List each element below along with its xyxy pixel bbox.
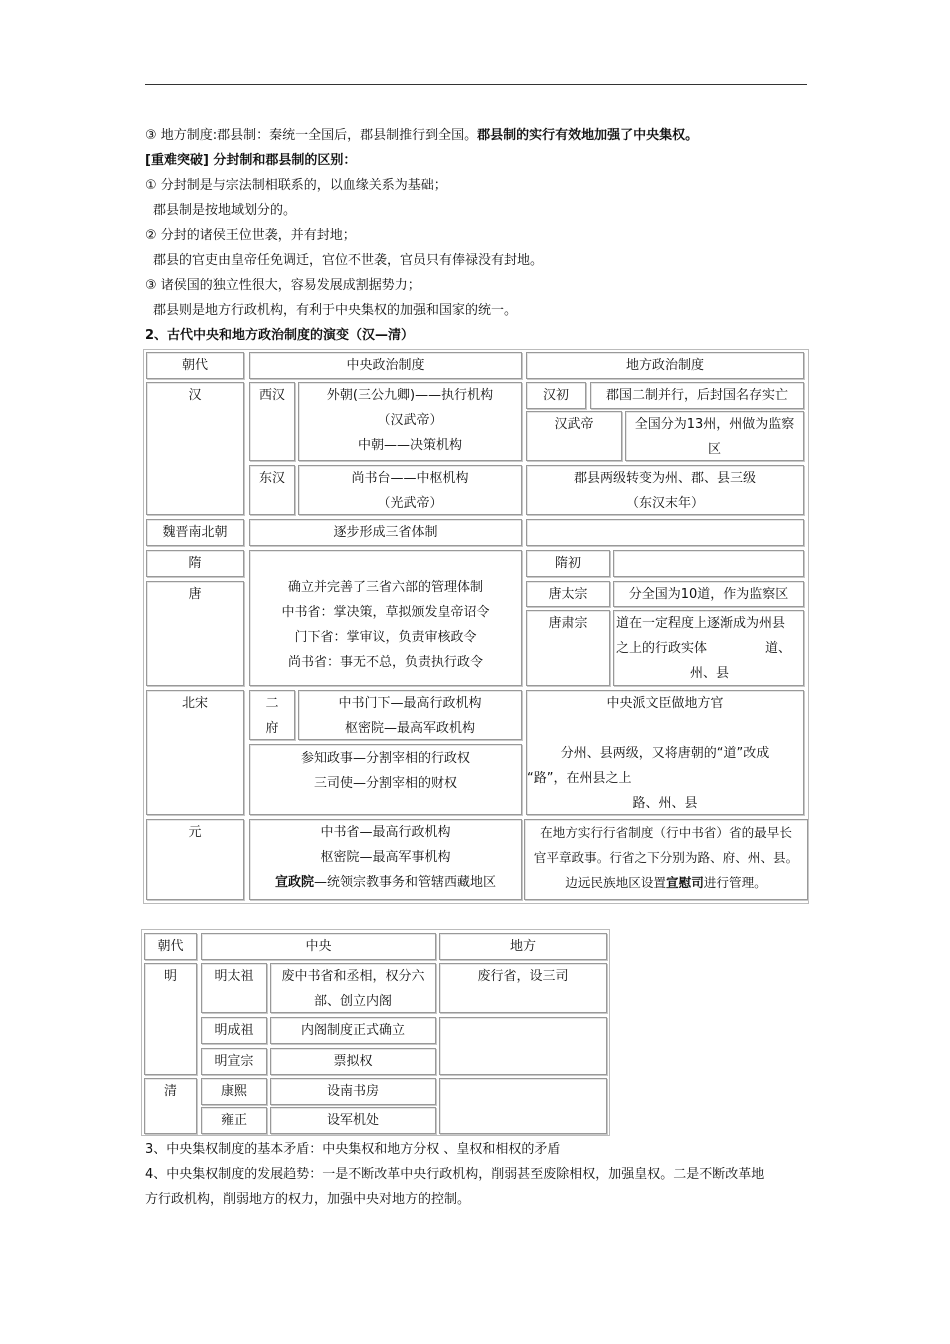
- ming-xuanzong-central: 票拟权: [270, 1048, 436, 1075]
- yuan-central: [249, 819, 522, 900]
- frontier-text-end: 进行管理。: [703, 875, 767, 890]
- shumiyuan-text: 枢密院—最高军政机构: [344, 721, 475, 736]
- eastern-han-local: [526, 465, 804, 515]
- zhongshu-menxia-text: 中书门下—最高行政机构: [338, 696, 482, 711]
- t2-header-dynasty: 朝代: [144, 933, 197, 960]
- section-2-heading: 2、古代中央和地方政治制度的演变（汉—清）: [145, 328, 415, 343]
- local-system-emphasis: 郡县制的实行有效地加强了中央集权。: [477, 128, 699, 143]
- section-3: 3、中央集权制度的基本矛盾：中央集权和地方分权 、皇权和相权的矛盾: [145, 1142, 561, 1157]
- sansishi-text: 三司使—分割宰相的财权: [313, 776, 457, 791]
- thirteen-provinces-text-2: 区: [707, 442, 721, 457]
- dao-to-lu-text: 分州、县两级，又将唐朝的“道”改成: [560, 746, 770, 761]
- circuits-text: 道在一定程度上逐渐成为州县: [616, 616, 786, 631]
- pingzhang-text: 官平章政事。行省之下分别为路、府、州、县。: [533, 850, 799, 865]
- ming-taizu-central: [270, 963, 436, 1013]
- outer-court-text: 外朝(三公九卿)——执行机构: [326, 388, 494, 403]
- frontier-text: 边远民族地区设置: [565, 875, 666, 890]
- eastern-han: 东汉: [249, 465, 295, 515]
- dynasty-qing: 清: [144, 1078, 197, 1134]
- thirteen-provinces-text: 全国分为13州，州做为监察: [634, 417, 795, 432]
- dynasty-tang: 唐: [146, 581, 244, 686]
- local-system-text: ③ 地方制度:郡县制：秦统一全国后，郡县制推行到全国。: [145, 128, 478, 143]
- ming-chengzu-central: 内阁制度正式确立: [270, 1017, 436, 1044]
- tang-central: [249, 550, 522, 686]
- zhongshu-text: 中书省：掌决策，草拟颁发皇帝诏令: [281, 605, 490, 620]
- yuan-shumiyuan-text: 枢密院—最高军事机构: [320, 850, 451, 865]
- early-han: 汉初: [526, 382, 586, 409]
- qing-yongzheng: 雍正: [201, 1107, 267, 1134]
- tang-suzong-local: [613, 610, 804, 686]
- local-system-line: [145, 126, 698, 146]
- two-bureaus: [249, 690, 295, 740]
- ming-chengzu: 明成祖: [201, 1017, 267, 1044]
- eastern-han-central: [298, 465, 522, 515]
- han-wudi-note: （汉武帝）: [377, 413, 443, 428]
- ming-xuanzong: 明宣宗: [201, 1048, 267, 1075]
- dynasty-sui: 隋: [146, 550, 244, 577]
- han-wudi: 汉武帝: [526, 411, 622, 461]
- ming-later-local: [439, 1017, 607, 1075]
- shangshutai-text: 尚书台——中枢机构: [351, 471, 469, 486]
- yuan-zhongshu-text: 中书省—最高行政机构: [320, 825, 451, 840]
- inner-court-text: 中朝——决策机构: [357, 438, 462, 453]
- northern-song-local: [526, 690, 804, 815]
- two-bureaus-char-2: 府: [265, 721, 279, 736]
- dynasty-han: 汉: [146, 382, 244, 515]
- t1-header-local: 地方政治制度: [526, 352, 804, 379]
- early-sui-local: [613, 550, 804, 577]
- t2-header-local: 地方: [439, 933, 607, 960]
- tang-taizong: 唐太宗: [526, 581, 610, 607]
- point-3: ③ 诸侯国的独立性很大，容易发展成割据势力；: [145, 278, 421, 293]
- t1-header-dynasty: 朝代: [146, 352, 244, 379]
- lu-zhou-xian-text: 路、州、县: [632, 796, 698, 811]
- grand-secretariat-text: 部、创立内阁: [313, 994, 392, 1009]
- point-1: ① 分封制是与宗法制相联系的，以血缘关系为基础；: [145, 178, 447, 193]
- weijin-local: [526, 519, 804, 546]
- early-han-local: 郡国二制并行，后封国名存实亡: [590, 382, 804, 409]
- tang-taizong-local: 分全国为10道，作为监察区: [613, 581, 804, 607]
- point-1b: 郡县制是按地域划分的。: [153, 203, 297, 218]
- dynasty-ming: 明: [144, 963, 197, 1075]
- point-2b: 郡县的官吏由皇帝任免调迁，官位不世袭，官员只有俸禄没有封地。: [153, 253, 544, 268]
- tang-suzong: 唐肃宗: [526, 610, 610, 686]
- xuanweisi-label: 宣慰司: [666, 875, 704, 890]
- dynasty-yuan: 元: [146, 819, 244, 900]
- han-wudi-local: [625, 411, 804, 461]
- section-4: 4、中央集权制度的发展趋势：一是不断改革中央行政机构，削弱甚至废除相权，加强皇权。二是不断改革地: [145, 1167, 765, 1182]
- prefecture-county-text: 州、县: [689, 666, 729, 681]
- early-sui: 隋初: [526, 550, 610, 577]
- three-departments-text: 确立并完善了三省六部的管理体制: [287, 580, 483, 595]
- province-system-text: 在地方实行行省制度（行中书省）省的最早长: [540, 825, 792, 840]
- xuanzhengyuan-label: 宣政院: [274, 875, 314, 890]
- guangwudi-note: （光武帝）: [377, 496, 443, 511]
- qing-yongzheng-central: 设军机处: [270, 1107, 436, 1134]
- qing-kangxi: 康熙: [201, 1078, 267, 1105]
- two-bureaus-char-1: 二: [265, 696, 279, 711]
- yuan-local: [524, 819, 808, 900]
- two-bureaus-detail: [298, 690, 522, 740]
- header-rule: [145, 84, 807, 85]
- lu-above-text: “路”，在州县之上: [527, 771, 632, 786]
- circuits-text-2: 之上的行政实体: [616, 641, 708, 656]
- qing-kangxi-central: 设南书房: [270, 1078, 436, 1105]
- point-3b: 郡县则是地方行政机构，有利于中央集权的加强和国家的统一。: [153, 303, 518, 318]
- ming-taizu: 明太祖: [201, 963, 267, 1013]
- xuanzhengyuan-text: —统领宗教事务和管辖西藏地区: [314, 875, 497, 890]
- three-level-text: 郡县两级转变为州、郡、县三级: [573, 471, 756, 486]
- weijin-central: 逐步形成三省体制: [249, 519, 522, 546]
- dynasty-weijin: 魏晋南北朝: [146, 519, 244, 546]
- point-2: ② 分封的诸侯王位世袭，并有封地；: [145, 228, 356, 243]
- late-eastern-han-note: （东汉末年）: [625, 496, 704, 511]
- section-4-continued: 方行政机构，削弱地方的权力，加强中央对地方的控制。: [145, 1192, 471, 1207]
- difference-heading: [重难突破] 分封制和郡县制的区别：: [145, 153, 357, 168]
- circuit-label: 道、: [765, 641, 792, 656]
- shangshu-text: 尚书省：事无不总，负责执行政令: [287, 655, 483, 670]
- t2-header-central: 中央: [201, 933, 436, 960]
- ming-taizu-local: 废行省，设三司: [439, 963, 607, 1013]
- song-central-checks: [249, 744, 522, 815]
- t1-header-central: 中央政治制度: [249, 352, 522, 379]
- civil-official-text: 中央派文臣做地方官: [606, 696, 724, 711]
- dynasty-northern-song: 北宋: [146, 690, 244, 815]
- canzhi-zhengshi-text: 参知政事—分割宰相的行政权: [300, 751, 470, 766]
- menxia-text: 门下省：掌审议，负责审核政令: [294, 630, 477, 645]
- qing-local: [439, 1078, 607, 1134]
- abolish-chancellor-text: 废中书省和丞相，权分六: [281, 969, 425, 984]
- western-han-central: [298, 382, 522, 461]
- western-han: 西汉: [249, 382, 295, 461]
